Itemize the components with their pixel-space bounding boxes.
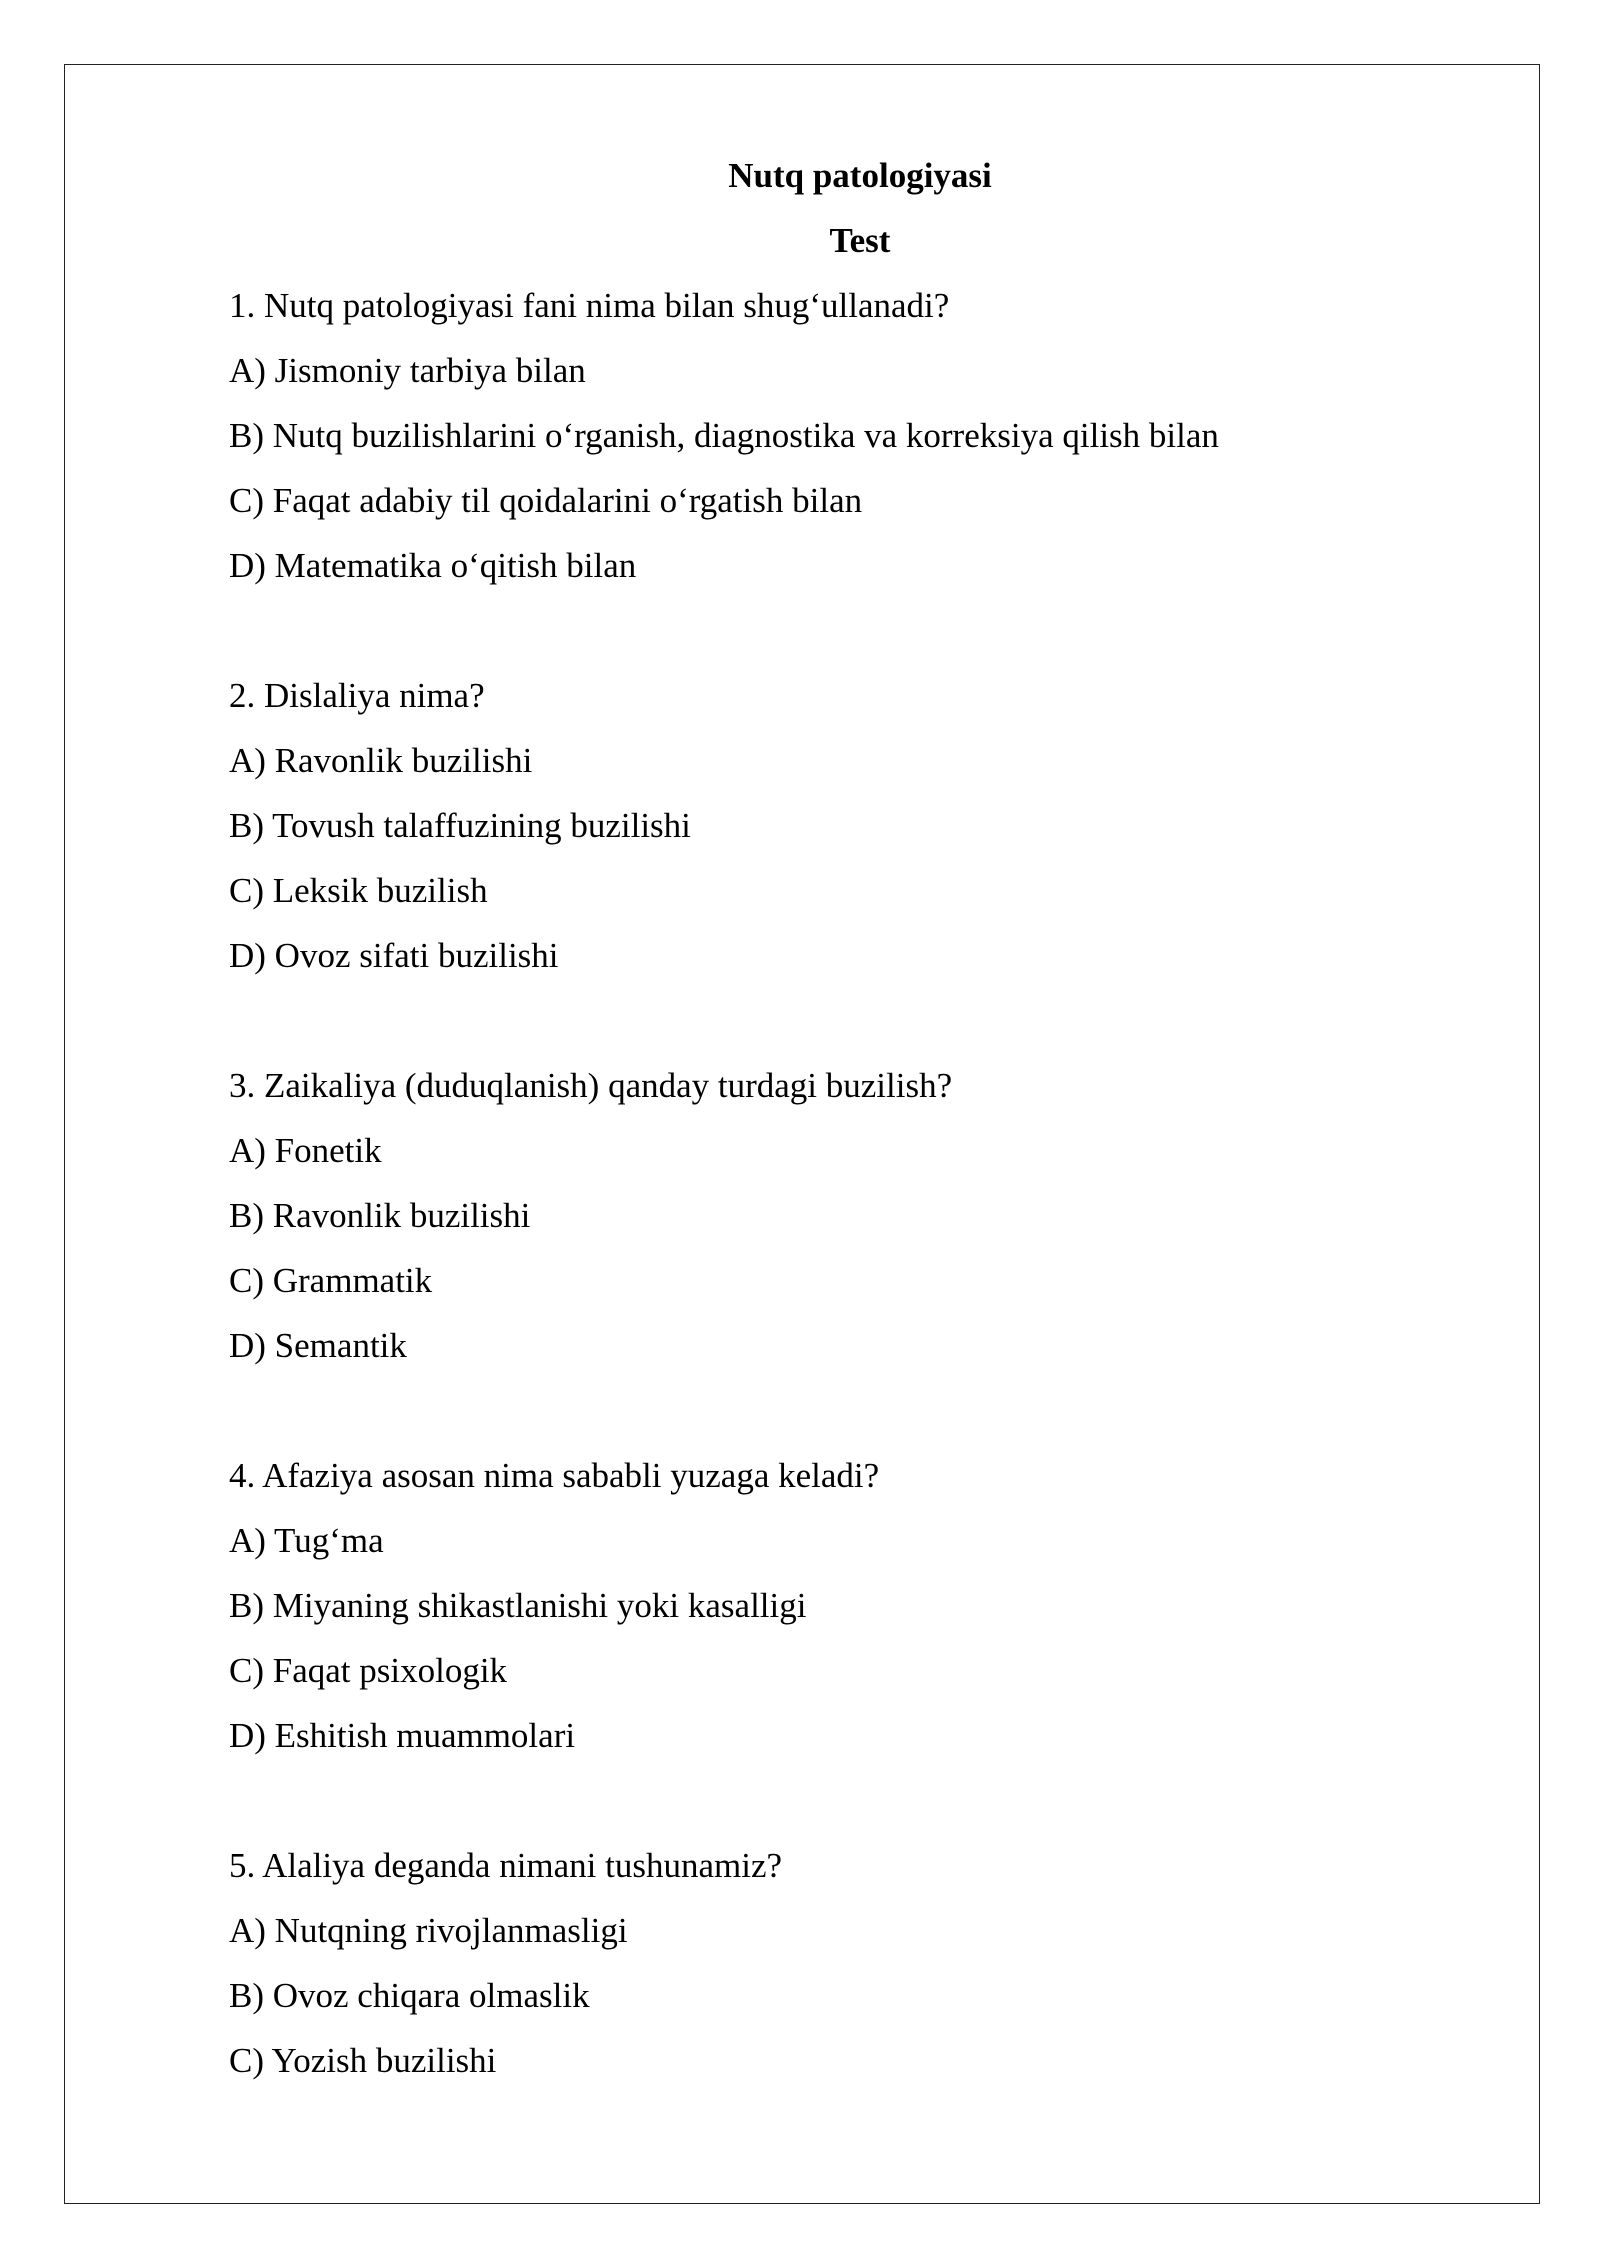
question-text: 3. Zaikaliya (duduqlanish) qanday turdagi buzilish? [229, 1066, 953, 1105]
option-b: B) Ravonlik buzilishi [229, 1196, 531, 1235]
option-d: D) Eshitish muammolari [229, 1716, 576, 1755]
option-a: A) Nutqning rivojlanmasligi [229, 1911, 628, 1950]
question-5 [229, 1846, 1489, 2106]
option-b: B) Ovoz chiqara olmaslik [229, 1976, 590, 2015]
question-2 [229, 676, 1489, 1001]
test-content [229, 286, 1489, 2171]
question-4 [229, 1456, 1489, 1781]
option-b: B) Nutq buzilishlarini o‘rganish, diagnostika va korreksiya qilish bilan [229, 416, 1219, 455]
question-text: 2. Dislaliya nima? [229, 676, 485, 715]
document-subtitle: Test [829, 221, 891, 260]
question-1 [229, 286, 1489, 611]
option-b: B) Tovush talaffuzining buzilishi [229, 806, 691, 845]
option-a: A) Fonetik [229, 1131, 382, 1170]
question-text: 1. Nutq patologiyasi fani nima bilan shug‘ullanadi? [229, 286, 950, 325]
question-3 [229, 1066, 1489, 1391]
option-a: A) Tug‘ma [229, 1521, 384, 1560]
option-a: A) Ravonlik buzilishi [229, 741, 533, 780]
option-d: D) Semantik [229, 1326, 407, 1365]
option-c: C) Faqat psixologik [229, 1651, 508, 1690]
option-d: D) Matematika o‘qitish bilan [229, 546, 637, 585]
document-title: Nutq patologiyasi [728, 156, 992, 195]
option-a: A) Jismoniy tarbiya bilan [229, 351, 586, 390]
option-d: D) Ovoz sifati buzilishi [229, 936, 559, 975]
question-text: 5. Alaliya deganda nimani tushunamiz? [229, 1846, 783, 1885]
option-c: C) Leksik buzilish [229, 871, 488, 910]
option-b: B) Miyaning shikastlanishi yoki kasalligi [229, 1586, 807, 1625]
option-c: C) Faqat adabiy til qoidalarini o‘rgatish bilan [229, 481, 863, 520]
option-c: C) Grammatik [229, 1261, 433, 1300]
option-c: C) Yozish buzilishi [229, 2041, 497, 2080]
question-text: 4. Afaziya asosan nima sababli yuzaga keladi? [229, 1456, 880, 1495]
